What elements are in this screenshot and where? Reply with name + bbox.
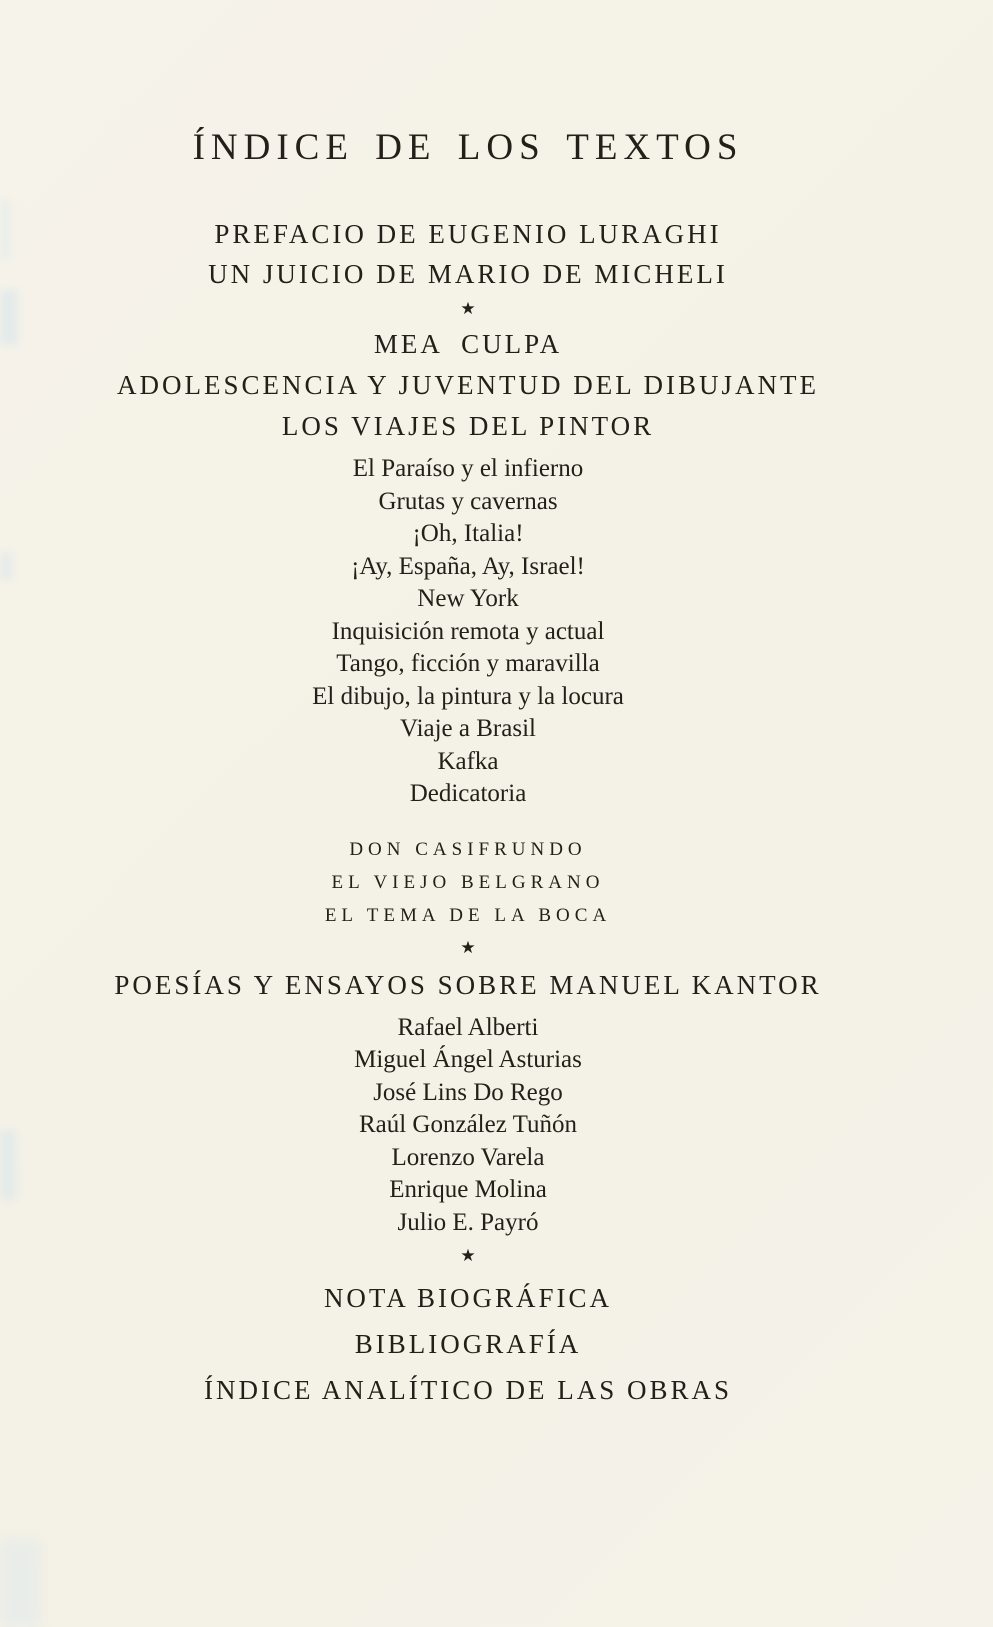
toc-entry-dedicatoria: Dedicatoria [409, 780, 527, 807]
toc-entry-mea-culpa: MEA CULPA [373, 329, 563, 359]
main-sections-group [0, 324, 936, 447]
toc-entry-inquisicion: Inquisición remota y actual [331, 617, 605, 645]
toc-entry-prefacio: PREFACIO DE EUGENIO LURAGHI [214, 219, 722, 249]
toc-entry-grutas: Grutas y cavernas [378, 487, 558, 515]
toc-entry-paraiso: El Paraíso y el infierno [352, 455, 584, 482]
toc-entry-new-york: New York [417, 585, 519, 612]
toc-entry-gonzalez-tunon: Raúl González Tuñón [358, 1111, 578, 1138]
toc-entry-payro: Julio E. Payró [397, 1208, 539, 1236]
toc-entry-kafka: Kafka [437, 747, 499, 775]
toc-entry-lins-do-rego: José Lins Do Rego [373, 1078, 563, 1106]
toc-entry-boca: EL TEMA DE LA BOCA [324, 904, 612, 926]
star-divider-icon: ★ [460, 937, 476, 957]
toc-entry-bibliografia: BIBLIOGRAFÍA [354, 1329, 582, 1359]
star-divider-icon: ★ [460, 1246, 476, 1265]
toc-entry-tango: Tango, ficción y maravilla [336, 650, 600, 677]
toc-entry-alberti: Rafael Alberti [397, 1013, 539, 1041]
star-divider-icon: ★ [460, 299, 476, 318]
back-matter-group [0, 1275, 936, 1413]
preface-group [0, 214, 936, 294]
toc-entry-italia: ¡Oh, Italia! [412, 520, 524, 547]
toc-entry-indice-analitico: ÍNDICE ANALÍTICO DE LAS OBRAS [204, 1375, 732, 1405]
toc-entry-adolescencia: ADOLESCENCIA Y JUVENTUD DEL DIBUJANTE [117, 370, 819, 400]
authors-group [0, 1012, 936, 1240]
toc-entry-espana-israel: ¡Ay, España, Ay, Israel! [351, 552, 585, 580]
page-title: ÍNDICE DE LOS TEXTOS [192, 127, 744, 168]
scan-artifact [0, 1540, 40, 1627]
toc-entry-nota-biografica: NOTA BIOGRÁFICA [323, 1283, 613, 1313]
toc-entry-molina: Enrique Molina [389, 1176, 547, 1203]
toc-entry-belgrano: EL VIEJO BELGRANO [331, 871, 605, 893]
toc-entry-poesias: POESÍAS Y ENSAYOS SOBRE MANUEL KANTOR [114, 969, 822, 1000]
toc-entry-viajes: LOS VIAJES DEL PINTOR [281, 411, 655, 441]
toc-entry-juicio: UN JUICIO DE MARIO DE MICHELI [208, 259, 728, 289]
toc-entry-asturias: Miguel Ángel Asturias [354, 1046, 582, 1073]
toc-entry-varela: Lorenzo Varela [391, 1143, 545, 1171]
toc-entry-brasil: Viaje a Brasil [400, 715, 536, 742]
stories-group [0, 833, 936, 932]
toc-entry-dibujo: El dibujo, la pintura y la locura [312, 682, 624, 710]
chapters-group [0, 453, 936, 811]
toc-entry-casifrundo: DON CASIFRUNDO [349, 838, 587, 860]
